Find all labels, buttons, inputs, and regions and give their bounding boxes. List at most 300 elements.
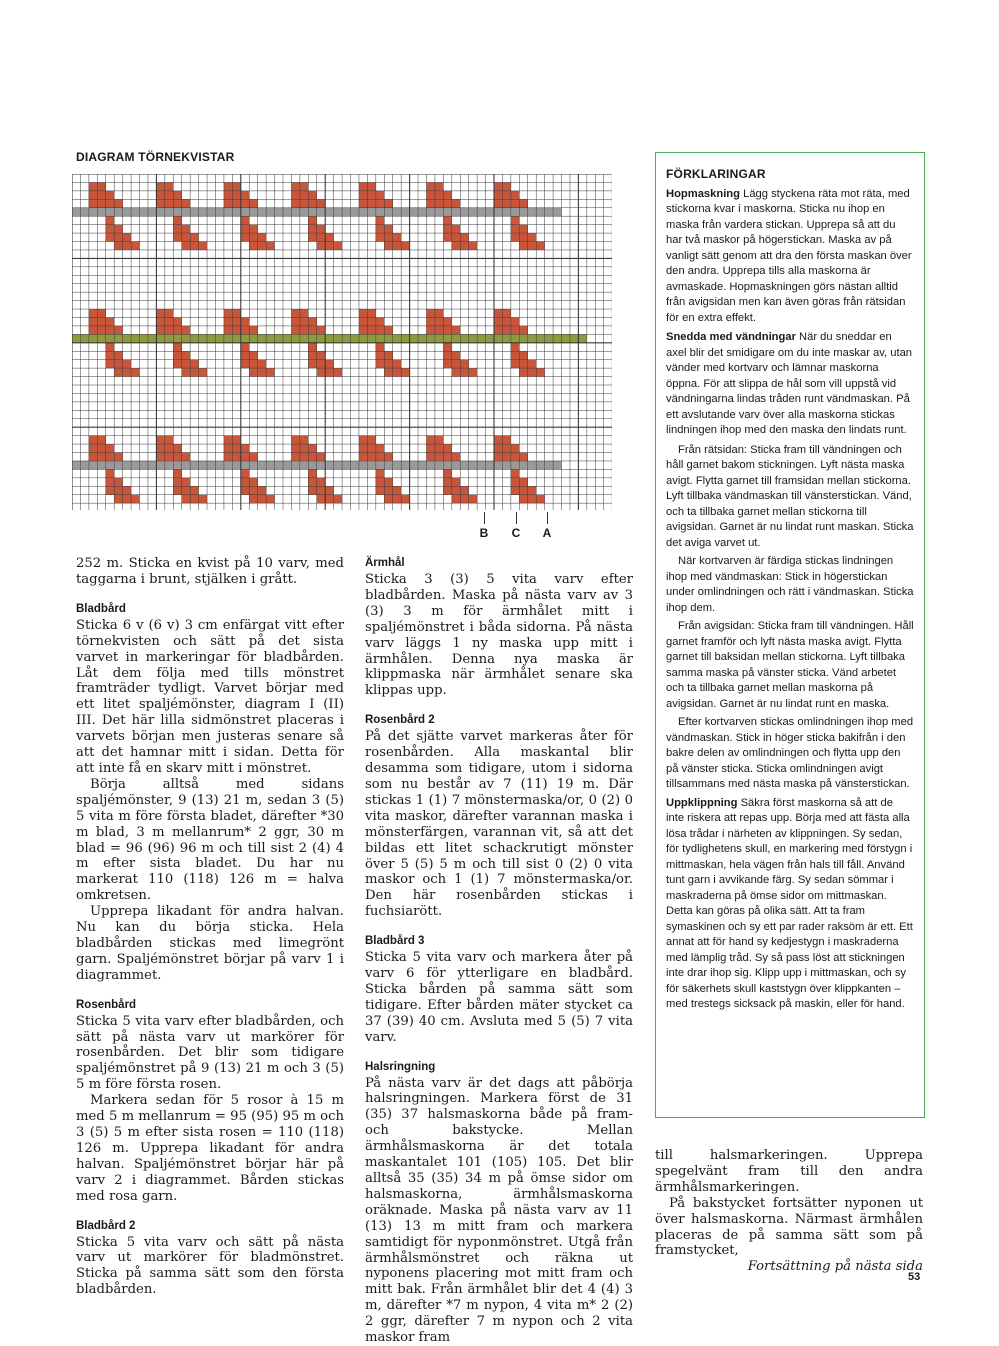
thorn-cell <box>224 182 232 190</box>
thorn-cell <box>300 444 308 452</box>
thorn-cell <box>114 199 122 207</box>
thorn-cell <box>258 360 266 368</box>
thorn-cell <box>241 216 249 224</box>
stem-cell <box>266 334 274 342</box>
thorn-cell <box>376 216 384 224</box>
thorn-cell <box>156 326 164 334</box>
thorn-cell <box>519 360 527 368</box>
stem-cell <box>308 461 316 469</box>
stem-cell <box>410 461 418 469</box>
thorn-cell <box>443 343 451 351</box>
thorn-cell <box>528 360 536 368</box>
knitting-chart <box>72 174 612 510</box>
thorn-cell <box>131 242 139 250</box>
stem-cell <box>140 208 148 216</box>
stem-cell <box>131 334 139 342</box>
stem-cell <box>502 208 510 216</box>
text-hopmaskning: Lägg styckena räta mot räta, med stickorna kvar i maskorna. Sticka nu ihop en maska från vardera stickan. Upprepa så att du har två maskor på högerstickan. Maska av på vanligt sätt genom att dra den första maskan över den andra. Upprepa tills alla maskorna är avmaskade. Hopmaskningen görs nästan alltid från avigsidan men kan även göras från rätsidan för en extra effekt. <box>666 187 912 324</box>
thorn-cell <box>452 242 460 250</box>
thorn-cell <box>114 368 122 376</box>
thorn-cell <box>106 360 114 368</box>
thorn-cell <box>114 242 122 250</box>
stem-cell <box>165 334 173 342</box>
stem-cell <box>342 208 350 216</box>
thorn-cell <box>182 199 190 207</box>
thorn-cell <box>308 478 316 486</box>
thorn-cell <box>156 191 164 199</box>
thorn-cell <box>224 199 232 207</box>
stem-cell <box>215 461 223 469</box>
thorn-cell <box>190 242 198 250</box>
thorn-cell <box>106 453 114 461</box>
column-label-a: A <box>542 526 552 540</box>
thorn-cell <box>519 478 527 486</box>
thorn-cell <box>519 242 527 250</box>
box-paragraph: När kortvarven är färdiga stickas lindningen ihop med vändmaskan: Stick in högerstickan under omlindningen och rätt i vändmaskan. Sticka ihop dem. <box>666 555 914 614</box>
thorn-cell <box>182 486 190 494</box>
thorn-cell <box>97 436 105 444</box>
thorn-cell <box>367 199 375 207</box>
thorn-cell <box>165 199 173 207</box>
thorn-cell <box>384 351 392 359</box>
paragraph: 252 m. Sticka en kvist på 10 varv, med taggarna i brunt, stjälken i grått. <box>76 556 344 587</box>
thorn-cell <box>182 495 190 503</box>
thorn-cell <box>199 242 207 250</box>
thorn-cell <box>452 495 460 503</box>
thorn-cell <box>258 368 266 376</box>
stem-cell <box>140 334 148 342</box>
stem-cell <box>207 461 215 469</box>
thorn-cell <box>359 453 367 461</box>
thorn-cell <box>376 225 384 233</box>
stem-cell <box>418 208 426 216</box>
thorn-cell <box>97 444 105 452</box>
stem-cell <box>72 208 80 216</box>
thorn-cell <box>241 326 249 334</box>
thorn-cell <box>367 317 375 325</box>
thorn-cell <box>114 225 122 233</box>
thorn-cell <box>291 453 299 461</box>
stem-cell <box>469 461 477 469</box>
stem-cell <box>182 334 190 342</box>
thorn-cell <box>435 317 443 325</box>
stem-cell <box>562 334 570 342</box>
thorn-cell <box>308 216 316 224</box>
stem-cell <box>384 461 392 469</box>
thorn-cell <box>443 216 451 224</box>
thorn-cell <box>308 360 316 368</box>
stem-cell <box>140 461 148 469</box>
thorn-cell <box>173 216 181 224</box>
thorn-cell <box>182 225 190 233</box>
thorn-cell <box>494 326 502 334</box>
stem-cell <box>199 334 207 342</box>
thorn-cell <box>452 326 460 334</box>
thorn-cell <box>258 486 266 494</box>
stem-cell <box>376 208 384 216</box>
thorn-cell <box>249 453 257 461</box>
thorn-cell <box>528 368 536 376</box>
paragraph: På det sjätte varvet markeras åter för rosenbården. Alla maskantal blir desamma som tidigare, utom i sidorna som nu består av 7 (11) 19 m. Där stickas 1 (1) 7 mönstermaska/or, 0 (2) 0 vita maskor, därefter varannan maska i mönsterfärgen, varannan vit, så att det bildas ett litet schackrutigt mönster över 5 (5) 5 m och till sist 0 (2) 0 vita maskor och 1 (1) 7 mönstermaska/or. Den här rosenbården stickas i fuchsiarött. <box>365 729 633 920</box>
thorn-cell <box>266 495 274 503</box>
thorn-cell <box>114 453 122 461</box>
stem-cell <box>410 208 418 216</box>
thorn-cell <box>173 191 181 199</box>
stem-cell <box>114 461 122 469</box>
thorn-cell <box>249 478 257 486</box>
stem-cell <box>401 461 409 469</box>
stem-cell <box>325 334 333 342</box>
stem-cell <box>156 461 164 469</box>
thorn-cell <box>241 191 249 199</box>
stem-cell <box>519 208 527 216</box>
term-snedda: Snedda med vändningar <box>666 331 796 343</box>
stem-cell <box>199 461 207 469</box>
thorn-cell <box>519 453 527 461</box>
section-heading-bladbard-2: Bladbård 2 <box>76 1219 136 1232</box>
thorn-cell <box>494 191 502 199</box>
stem-cell <box>291 208 299 216</box>
column-tick-c <box>516 512 517 524</box>
thorn-cell <box>114 486 122 494</box>
thorn-cell <box>300 309 308 317</box>
box-paragraph-uppklippning <box>666 796 914 1013</box>
thorn-cell <box>106 199 114 207</box>
thorn-cell <box>511 453 519 461</box>
stem-cell <box>384 334 392 342</box>
stem-cell <box>123 334 131 342</box>
stem-cell <box>452 208 460 216</box>
thorn-cell <box>393 486 401 494</box>
thorn-cell <box>334 495 342 503</box>
thorn-cell <box>224 191 232 199</box>
stem-cell <box>190 461 198 469</box>
stem-cell <box>283 208 291 216</box>
thorn-cell <box>452 199 460 207</box>
stem-cell <box>460 461 468 469</box>
thorn-cell <box>89 317 97 325</box>
thorn-cell <box>97 309 105 317</box>
box-paragraph-snedda <box>666 330 914 439</box>
thorn-cell <box>376 444 384 452</box>
thorn-cell <box>173 453 181 461</box>
thorn-cell <box>199 495 207 503</box>
thorn-cell <box>190 495 198 503</box>
stem-cell <box>283 334 291 342</box>
stem-cell <box>300 461 308 469</box>
thorn-cell <box>460 486 468 494</box>
thorn-cell <box>443 444 451 452</box>
thorn-cell <box>232 453 240 461</box>
paragraph: Sticka 5 vita varv och markera åter på varv 6 för ytterligare en bladbård. Sticka bården på samma sätt som tidigare. Efter bården mäter stycket ca 37 (39) 40 cm. Avsluta med 5 (5) 7 vita varv. <box>365 950 633 1045</box>
section-heading-bladbard-3: Bladbård 3 <box>365 935 425 948</box>
thorn-cell <box>173 486 181 494</box>
thorn-cell <box>291 436 299 444</box>
thorn-cell <box>435 444 443 452</box>
stem-cell <box>317 208 325 216</box>
stem-cell <box>553 334 561 342</box>
stem-cell <box>410 334 418 342</box>
stem-cell <box>452 461 460 469</box>
thorn-cell <box>97 453 105 461</box>
stem-cell <box>249 334 257 342</box>
thorn-cell <box>393 495 401 503</box>
stem-cell <box>190 334 198 342</box>
stem-cell <box>359 461 367 469</box>
thorn-cell <box>300 191 308 199</box>
stem-cell <box>275 208 283 216</box>
thorn-cell <box>317 351 325 359</box>
thorn-cell <box>511 216 519 224</box>
thorn-cell <box>452 478 460 486</box>
stem-cell <box>511 461 519 469</box>
thorn-cell <box>232 191 240 199</box>
thorn-cell <box>317 478 325 486</box>
thorn-cell <box>258 242 266 250</box>
thorn-cell <box>426 326 434 334</box>
thorn-cell <box>106 326 114 334</box>
stem-cell <box>325 208 333 216</box>
thorn-cell <box>173 360 181 368</box>
thorn-cell <box>460 242 468 250</box>
thorn-cell <box>106 444 114 452</box>
thorn-cell <box>519 326 527 334</box>
thorn-cell <box>156 199 164 207</box>
stem-cell <box>232 208 240 216</box>
thorn-cell <box>224 436 232 444</box>
thorn-cell <box>291 182 299 190</box>
thorn-cell <box>401 495 409 503</box>
thorn-cell <box>241 453 249 461</box>
stem-cell <box>131 208 139 216</box>
thorn-cell <box>291 326 299 334</box>
thorn-cell <box>308 317 316 325</box>
thorn-cell <box>452 453 460 461</box>
thorn-cell <box>249 225 257 233</box>
thorn-cell <box>106 469 114 477</box>
thorn-cell <box>367 436 375 444</box>
stem-cell <box>207 208 215 216</box>
thorn-cell <box>435 199 443 207</box>
thorn-cell <box>426 199 434 207</box>
thorn-cell <box>291 199 299 207</box>
thorn-cell <box>308 469 316 477</box>
thorn-cell <box>258 233 266 241</box>
thorn-cell <box>106 317 114 325</box>
stem-cell <box>173 208 181 216</box>
thorn-cell <box>426 453 434 461</box>
thorn-cell <box>165 453 173 461</box>
stem-cell <box>435 334 443 342</box>
thorn-cell <box>325 368 333 376</box>
thorn-cell <box>114 233 122 241</box>
stem-cell <box>258 334 266 342</box>
thorn-cell <box>182 242 190 250</box>
thorn-cell <box>469 495 477 503</box>
stem-cell <box>199 208 207 216</box>
thorn-cell <box>308 326 316 334</box>
thorn-cell <box>114 351 122 359</box>
thorn-cell <box>334 242 342 250</box>
thorn-cell <box>325 233 333 241</box>
stem-cell <box>502 334 510 342</box>
thorn-cell <box>249 368 257 376</box>
stem-cell <box>342 461 350 469</box>
stem-cell <box>308 208 316 216</box>
thorn-cell <box>426 309 434 317</box>
thorn-cell <box>384 453 392 461</box>
thorn-cell <box>131 368 139 376</box>
thorn-cell <box>173 225 181 233</box>
thorn-cell <box>435 182 443 190</box>
stem-cell <box>477 334 485 342</box>
thorn-cell <box>384 242 392 250</box>
thorn-cell <box>89 453 97 461</box>
thorn-cell <box>494 444 502 452</box>
thorn-cell <box>376 351 384 359</box>
thorn-cell <box>426 436 434 444</box>
thorn-cell <box>123 368 131 376</box>
stem-cell <box>114 208 122 216</box>
thorn-cell <box>106 191 114 199</box>
thorn-cell <box>519 199 527 207</box>
thorn-cell <box>511 233 519 241</box>
stem-cell <box>300 334 308 342</box>
thorn-cell <box>241 343 249 351</box>
stem-cell <box>511 208 519 216</box>
thorn-cell <box>502 317 510 325</box>
thorn-cell <box>494 309 502 317</box>
stem-cell <box>477 461 485 469</box>
thorn-cell <box>452 486 460 494</box>
stem-cell <box>443 461 451 469</box>
thorn-cell <box>89 444 97 452</box>
thorn-cell <box>452 233 460 241</box>
thorn-cell <box>241 351 249 359</box>
stem-cell <box>384 208 392 216</box>
stem-cell <box>460 334 468 342</box>
thorn-cell <box>232 436 240 444</box>
stem-cell <box>190 208 198 216</box>
stem-cell <box>511 334 519 342</box>
thorn-cell <box>165 317 173 325</box>
thorn-cell <box>536 495 544 503</box>
thorn-cell <box>452 351 460 359</box>
thorn-cell <box>367 453 375 461</box>
thorn-cell <box>325 495 333 503</box>
thorn-cell <box>131 495 139 503</box>
thorn-cell <box>224 444 232 452</box>
stem-cell <box>241 461 249 469</box>
chart-column-labels <box>470 510 570 542</box>
stem-cell <box>275 334 283 342</box>
stem-cell <box>283 461 291 469</box>
stem-cell <box>435 208 443 216</box>
thorn-cell <box>317 242 325 250</box>
thorn-cell <box>317 326 325 334</box>
thorn-cell <box>511 343 519 351</box>
thorn-cell <box>443 486 451 494</box>
thorn-cell <box>519 225 527 233</box>
thorn-cell <box>97 191 105 199</box>
thorn-cell <box>97 326 105 334</box>
stem-cell <box>443 208 451 216</box>
thorn-cell <box>156 436 164 444</box>
stem-cell <box>401 334 409 342</box>
thorn-cell <box>384 326 392 334</box>
thorn-cell <box>502 191 510 199</box>
stem-cell <box>215 334 223 342</box>
stem-cell <box>536 334 544 342</box>
thorn-cell <box>359 191 367 199</box>
stem-cell <box>266 208 274 216</box>
stem-cell <box>418 334 426 342</box>
stem-cell <box>367 461 375 469</box>
thorn-cell <box>182 453 190 461</box>
stem-cell <box>266 461 274 469</box>
box-title: FÖRKLARINGAR <box>666 167 766 181</box>
thorn-cell <box>308 191 316 199</box>
thorn-cell <box>123 486 131 494</box>
paragraph: Sticka 5 vita varv och sätt på nästa varv ut markörer för bladmönstret. Sticka på samma sätt som den första bladbården. <box>76 1234 344 1298</box>
thorn-cell <box>367 444 375 452</box>
thorn-cell <box>325 360 333 368</box>
thorn-cell <box>384 225 392 233</box>
thorn-cell <box>291 444 299 452</box>
term-hopmaskning: Hopmaskning <box>666 187 740 200</box>
thorn-cell <box>317 368 325 376</box>
thorn-cell <box>519 233 527 241</box>
thorn-cell <box>106 233 114 241</box>
thorn-cell <box>173 469 181 477</box>
thorn-cell <box>502 309 510 317</box>
thorn-cell <box>156 309 164 317</box>
paragraph: På bakstycket fortsätter nyponen ut över halsmaskorna. Närmast ärmhålen placeras de på samma sätt som på framstycket, <box>655 1195 923 1259</box>
thorn-cell <box>443 326 451 334</box>
thorn-cell <box>452 368 460 376</box>
thorn-cell <box>367 182 375 190</box>
thorn-cell <box>173 478 181 486</box>
text-column-3 <box>655 1148 923 1275</box>
thorn-cell <box>469 368 477 376</box>
thorn-cell <box>460 360 468 368</box>
thorn-cell <box>89 326 97 334</box>
thorn-cell <box>494 317 502 325</box>
thorn-cell <box>89 309 97 317</box>
thorn-cell <box>241 199 249 207</box>
thorn-cell <box>367 191 375 199</box>
box-paragraph: Efter kortvarven stickas omlindningen ihop med vändmaskan. Stick in höger sticka bakifrån i den bakre delen av omlindningen och flytta upp den på vänster sticka. Sticka omlindningen avigt tillsammans med nästa maska på vänsterstickan. <box>666 716 914 790</box>
thorn-cell <box>511 326 519 334</box>
stem-cell <box>215 208 223 216</box>
section-heading-rosenbard: Rosenbård <box>76 998 137 1011</box>
stem-cell <box>97 334 105 342</box>
thorn-cell <box>367 326 375 334</box>
paragraph: Börja alltså med sidans spaljémönster, 9 (13) 21 m, sedan 3 (5) 5 vita m före första bladet, därefter *30 m blad, 3 m mellanrum* 2 ggr, 30 m blad = 96 (96) 96 m och till sist 2 (4) 4 m efter sista bladet. Du har nu markerat 110 (118) 126 m = halva omkretsen. <box>76 776 344 904</box>
stem-cell <box>232 461 240 469</box>
thorn-cell <box>511 469 519 477</box>
thorn-cell <box>266 368 274 376</box>
thorn-cell <box>469 242 477 250</box>
thorn-cell <box>291 309 299 317</box>
thorn-cell <box>165 444 173 452</box>
thorn-cell <box>376 453 384 461</box>
thorn-cell <box>359 326 367 334</box>
stem-cell <box>426 334 434 342</box>
thorn-cell <box>308 225 316 233</box>
thorn-cell <box>401 242 409 250</box>
thorn-cell <box>249 242 257 250</box>
